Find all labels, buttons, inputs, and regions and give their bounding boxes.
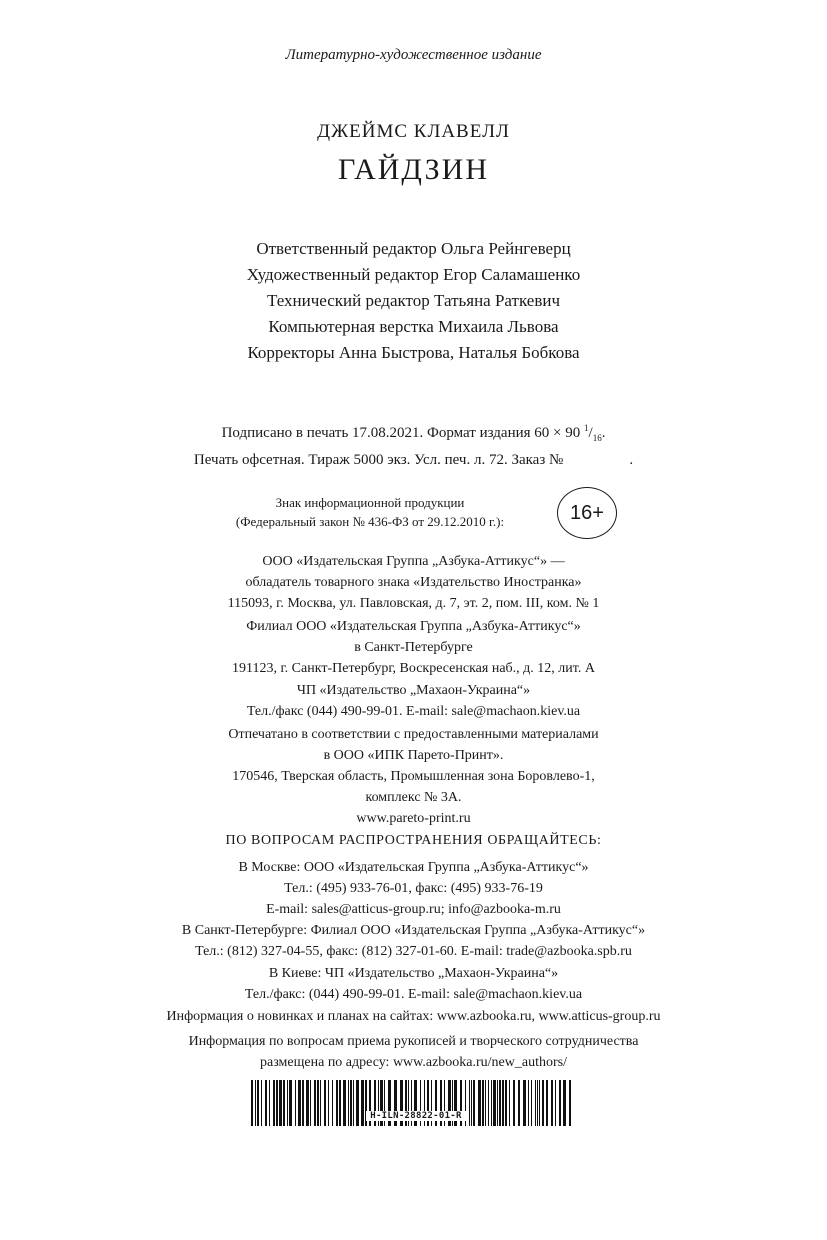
credit-line: Технический редактор Татьяна Раткевич bbox=[266, 291, 561, 310]
barcode-bar bbox=[473, 1080, 475, 1126]
credits-block bbox=[0, 236, 827, 366]
barcode-bar bbox=[559, 1080, 561, 1126]
printer-line: в ООО «ИПК Парето-Принт». bbox=[323, 748, 504, 763]
credit-line: Корректоры Анна Быстрова, Наталья Бобкова bbox=[247, 343, 580, 362]
credit-line: Компьютерная верстка Михаила Львова bbox=[268, 317, 559, 336]
info-line: Информация по вопросам приема рукописей и творческого сотрудничества bbox=[188, 1034, 639, 1049]
print-details bbox=[0, 417, 827, 471]
barcode-bar bbox=[513, 1080, 515, 1126]
printer-line: www.pareto-print.ru bbox=[356, 811, 471, 826]
publisher-line: 115093, г. Москва, ул. Павловская, д. 7, эт. 2, пом. III, ком. № 1 bbox=[227, 596, 600, 611]
barcode-bar bbox=[348, 1080, 349, 1126]
barcode-bar bbox=[289, 1080, 292, 1126]
barcode-bar bbox=[523, 1080, 526, 1126]
book-title: ГАЙДЗИН bbox=[338, 153, 489, 186]
format-denominator: 16 bbox=[592, 433, 602, 443]
publisher-line: в Санкт-Петербурге bbox=[354, 640, 473, 655]
barcode-bar bbox=[471, 1080, 472, 1126]
barcode-bar bbox=[485, 1080, 486, 1126]
barcode-bar bbox=[546, 1080, 548, 1126]
barcode-bar bbox=[497, 1080, 498, 1126]
author-name: ДЖЕЙМС КЛАВЕЛЛ bbox=[317, 121, 510, 142]
barcode-bar bbox=[502, 1080, 504, 1126]
barcode-bar bbox=[265, 1080, 267, 1126]
barcode-bar bbox=[539, 1080, 540, 1126]
barcode-bar bbox=[257, 1080, 259, 1126]
distribution-kiev bbox=[0, 963, 827, 1005]
barcode-bar bbox=[535, 1080, 536, 1126]
barcode-bar bbox=[493, 1080, 496, 1126]
age-rating-label-line: Знак информационной продукции bbox=[275, 495, 465, 510]
printer-line: 170546, Тверская область, Промышленная зона Боровлево-1, bbox=[232, 769, 595, 784]
barcode-bar bbox=[509, 1080, 510, 1126]
publisher-main bbox=[0, 551, 827, 614]
age-rating-label bbox=[200, 493, 540, 531]
credit-line: Ответственный редактор Ольга Рейнгеверц bbox=[256, 239, 571, 258]
barcode-bar bbox=[563, 1080, 566, 1126]
info-authors bbox=[0, 1031, 827, 1073]
distribution-line: В Санкт-Петербурге: Филиал ООО «Издательская Группа „Азбука-Аттикус“» bbox=[181, 923, 646, 938]
barcode-bar bbox=[350, 1080, 352, 1126]
publisher-line: Филиал ООО «Издательская Группа „Азбука-Аттикус“» bbox=[246, 619, 581, 634]
barcode-bar bbox=[298, 1080, 301, 1126]
publisher-line: 191123, г. Санкт-Петербург, Воскресенская наб., д. 12, лит. А bbox=[232, 661, 595, 676]
printer-line: комплекс № 3А. bbox=[365, 790, 462, 805]
barcode-bar bbox=[555, 1080, 556, 1126]
barcode-bar bbox=[353, 1080, 354, 1126]
barcode-bar bbox=[499, 1080, 501, 1126]
distribution-line: Тел.: (495) 933-76-01, факс: (495) 933-76-19 bbox=[284, 881, 543, 896]
barcode-bar bbox=[328, 1080, 329, 1126]
age-rating bbox=[0, 487, 827, 539]
barcode-bar bbox=[505, 1080, 507, 1126]
barcode-bar bbox=[310, 1080, 311, 1126]
series-label: Литературно-художественное издание bbox=[285, 47, 542, 63]
barcode-bar bbox=[551, 1080, 553, 1126]
barcode-bar bbox=[273, 1080, 275, 1126]
barcode-bar bbox=[531, 1080, 532, 1126]
barcode-bar bbox=[336, 1080, 338, 1126]
format-numerator: 1 bbox=[584, 423, 589, 433]
barcode-bar bbox=[339, 1080, 341, 1126]
publisher-line: ООО «Издательская Группа „Азбука-Аттикус“» — bbox=[262, 554, 565, 569]
barcode-bar bbox=[478, 1080, 481, 1126]
barcode-bar bbox=[306, 1080, 309, 1126]
print-line-2: Печать офсетная. Тираж 5000 экз. Усл. печ. л. 72. Заказ № . bbox=[193, 452, 634, 468]
distribution-line: E-mail: sales@atticus-group.ru; info@azbooka-m.ru bbox=[266, 902, 561, 917]
barcode-bar bbox=[343, 1080, 346, 1126]
barcode-bar bbox=[276, 1080, 278, 1126]
barcode-bar bbox=[279, 1080, 282, 1126]
barcode-bar bbox=[314, 1080, 316, 1126]
barcode-bar bbox=[317, 1080, 319, 1126]
publisher-line: обладатель товарного знака «Издательство Иностранка» bbox=[245, 575, 582, 590]
age-rating-label-line: (Федеральный закон № 436-ФЗ от 29.12.2010 г.): bbox=[235, 514, 505, 529]
print-line-1-text: Подписано в печать 17.08.2021. Формат издания 60 × 90 bbox=[221, 425, 581, 441]
printer-line: Отпечатано в соответствии с предоставленными материалами bbox=[228, 727, 599, 742]
distribution-spb bbox=[0, 920, 827, 962]
barcode-bar bbox=[361, 1080, 364, 1126]
barcode-bar bbox=[488, 1080, 489, 1126]
info-news: Информация о новинках и планах на сайтах: www.azbooka.ru, www.atticus-group.ru bbox=[166, 1009, 661, 1024]
barcode-bar bbox=[320, 1080, 321, 1126]
barcode-bar bbox=[469, 1080, 470, 1126]
barcode-bar bbox=[482, 1080, 484, 1126]
barcode-bar bbox=[569, 1080, 571, 1126]
barcode-bar bbox=[302, 1080, 304, 1126]
distribution-line: В Москве: ООО «Издательская Группа „Азбука-Аттикус“» bbox=[238, 860, 589, 875]
barcode-bar bbox=[251, 1080, 253, 1126]
barcode-bar bbox=[356, 1080, 359, 1126]
barcode-bar bbox=[332, 1080, 333, 1126]
barcode-number: H-ILN-28822-01-R bbox=[366, 1111, 466, 1121]
barcode-bar bbox=[518, 1080, 520, 1126]
barcode-bar bbox=[491, 1080, 492, 1126]
distribution-line: Тел.: (812) 327-04-55, факс: (812) 327-01-60. E-mail: trade@azbooka.spb.ru bbox=[195, 944, 632, 959]
barcode-bar bbox=[255, 1080, 256, 1126]
publisher-line: Тел./факс (044) 490-99-01. E-mail: sale@machaon.kiev.ua bbox=[246, 704, 581, 719]
info-line: размещена по адресу: www.azbooka.ru/new_authors/ bbox=[260, 1055, 567, 1070]
distribution-line: Тел./факс: (044) 490-99-01. E-mail: sale@machaon.kiev.ua bbox=[244, 987, 583, 1002]
barcode-bar bbox=[528, 1080, 529, 1126]
publisher-ukraine bbox=[0, 680, 827, 722]
print-line-1: Подписано в печать 17.08.2021. Формат издания 60 × 90 $^1/_{16}$. bbox=[221, 423, 606, 443]
credit-line: Художественный редактор Егор Саламашенко bbox=[246, 265, 581, 284]
print-line-2-text: Печать офсетная. Тираж 5000 экз. Усл. печ. л. 72. Заказ № bbox=[193, 452, 564, 468]
barcode-bar bbox=[537, 1080, 538, 1126]
printer-info bbox=[0, 724, 827, 829]
barcode-bar bbox=[295, 1080, 296, 1126]
barcode-bar bbox=[269, 1080, 270, 1126]
barcode-bar bbox=[542, 1080, 544, 1126]
age-rating-badge: 16+ bbox=[557, 487, 617, 539]
barcode-bar bbox=[287, 1080, 288, 1126]
distribution-moscow bbox=[0, 857, 827, 920]
publisher-line: ЧП «Издательство „Махаон-Украина“» bbox=[296, 683, 531, 698]
barcode-bar bbox=[261, 1080, 262, 1126]
barcode-bar bbox=[283, 1080, 285, 1126]
barcode-bar bbox=[324, 1080, 326, 1126]
publisher-spb-branch bbox=[0, 616, 827, 679]
distribution-line: В Киеве: ЧП «Издательство „Махаон-Украина“» bbox=[268, 966, 559, 981]
distribution-heading: ПО ВОПРОСАМ РАСПРОСТРАНЕНИЯ ОБРАЩАЙТЕСЬ: bbox=[225, 833, 602, 848]
